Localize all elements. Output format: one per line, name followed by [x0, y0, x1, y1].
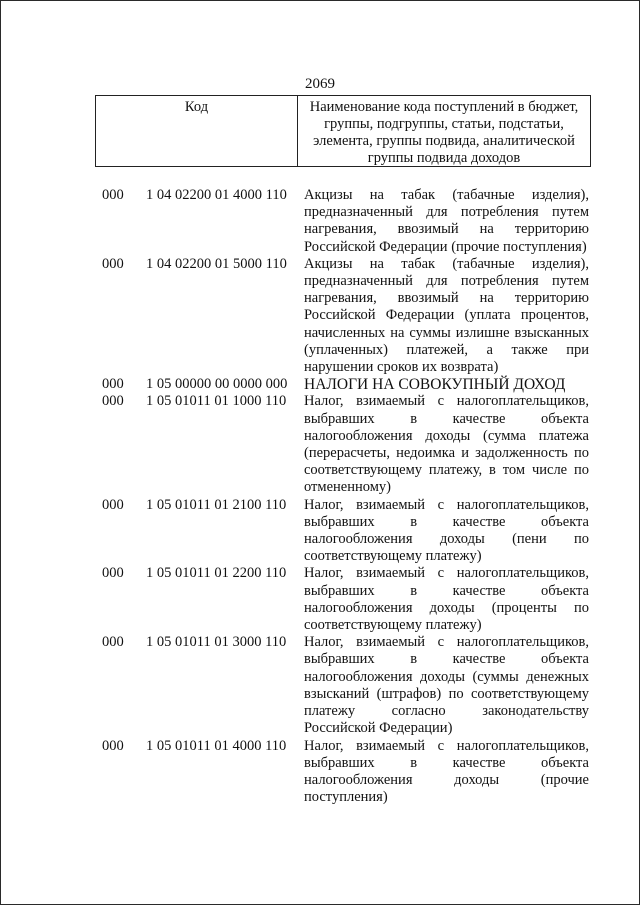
table-header [95, 95, 591, 167]
admin-code: 000 [102, 634, 124, 651]
admin-code: 000 [102, 376, 124, 393]
income-codes-list [102, 187, 589, 806]
income-name: Акцизы на табак (табачные изделия), предназначенный для потребления путем нагревания, ввозимый на территорию Российской Федерации (уплата процентов, начисленных на суммы излишне взысканных (уплаченных) платежей, а также при нарушении сроков их возврата) [304, 255, 589, 376]
income-name: Налог, взимаемый с налогоплательщиков, выбравших в качестве объекта налогообложения доходы (прочие поступления) [304, 737, 589, 806]
table-row [102, 738, 589, 807]
admin-code: 000 [102, 565, 124, 582]
income-name: Налог, взимаемый с налогоплательщиков, выбравших в качестве объекта налогообложения доходы (сумма платежа (перерасчеты, недоимка и задолженность по соответствующему платежу, в том числе по отмененному) [304, 393, 589, 496]
income-name: Акцизы на табак (табачные изделия), предназначенный для потребления путем нагревания, ввозимый на территорию Российской Федерации (прочие поступления) [304, 187, 589, 255]
section-row [102, 376, 589, 393]
budget-code: 1 05 01011 01 2100 110 [146, 496, 287, 513]
admin-code: 000 [102, 255, 124, 272]
table-row [102, 565, 589, 634]
admin-code: 000 [102, 737, 124, 754]
budget-code: 1 04 02200 01 4000 110 [146, 187, 287, 203]
admin-code: 000 [102, 496, 124, 513]
table-row [102, 187, 589, 256]
table-row [102, 497, 589, 566]
budget-code: 1 05 01011 01 3000 110 [146, 634, 287, 651]
table-row [102, 256, 589, 376]
budget-code: 1 05 00000 00 0000 000 [146, 376, 288, 393]
budget-code: 1 05 01011 01 1000 110 [146, 393, 287, 410]
income-name: Налог, взимаемый с налогоплательщиков, выбравших в качестве объекта налогообложения доходы (пени по соответствующему платежу) [304, 496, 589, 565]
table-row [102, 393, 589, 496]
code-column-header: Код [96, 96, 298, 166]
budget-code: 1 04 02200 01 5000 110 [146, 255, 287, 272]
name-column-header: Наименование кода поступлений в бюджет, группы, подгруппы, статьи, подстатьи, элемента, группы подвида, аналитической группы подвида доходов [309, 99, 579, 166]
page-number: 2069 [305, 76, 335, 92]
income-name: Налог, взимаемый с налогоплательщиков, выбравших в качестве объекта налогообложения доходы (проценты по соответствующему платежу) [304, 565, 589, 634]
table-row [102, 634, 589, 737]
income-name: Налог, взимаемый с налогоплательщиков, выбравших в качестве объекта налогообложения доходы (суммы денежных взысканий (штрафов) по соответствующему платежу согласно законодательству Российской Федерации) [304, 634, 589, 737]
admin-code: 000 [102, 393, 124, 410]
section-title: НАЛОГИ НА СОВОКУПНЫЙ ДОХОД [304, 376, 566, 394]
budget-code: 1 05 01011 01 2200 110 [146, 565, 287, 582]
admin-code: 000 [102, 187, 124, 203]
budget-code: 1 05 01011 01 4000 110 [146, 737, 287, 754]
